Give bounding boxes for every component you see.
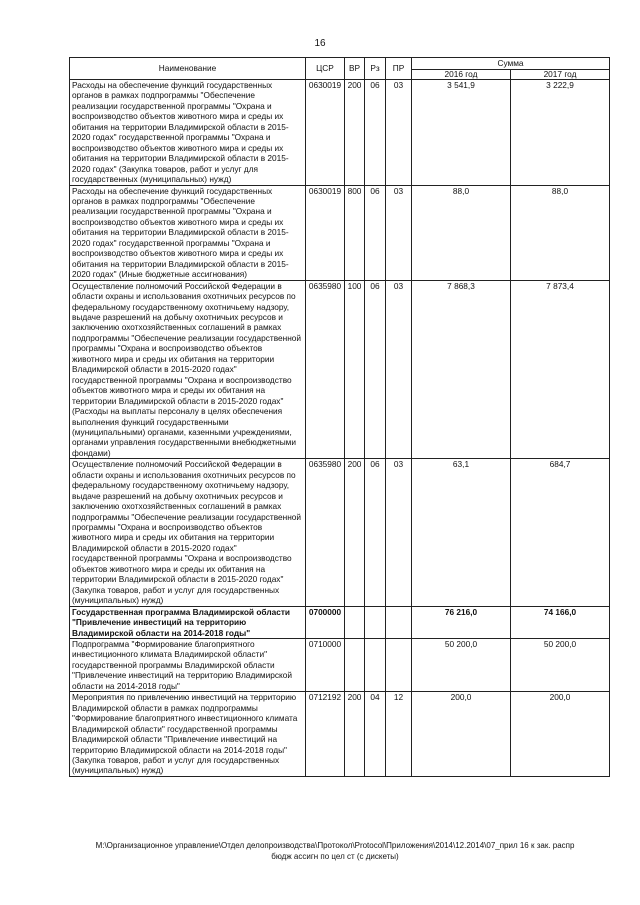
row-amount-2016: 200,0 (412, 692, 511, 777)
header-rz: Рз (365, 58, 386, 80)
row-pr (386, 639, 412, 692)
row-amount-2016: 50 200,0 (412, 639, 511, 692)
row-amount-2016: 7 868,3 (412, 280, 511, 459)
row-vr: 100 (345, 280, 365, 459)
row-amount-2017: 74 166,0 (511, 606, 610, 638)
row-amount-2017: 3 222,9 (511, 80, 610, 186)
row-amount-2017: 200,0 (511, 692, 610, 777)
row-csr: 0635980 (306, 280, 345, 459)
header-2017: 2017 год (511, 70, 610, 80)
header-name: Наименование (70, 58, 306, 80)
row-amount-2017: 7 873,4 (511, 280, 610, 459)
header-pr: ПР (386, 58, 412, 80)
table-row (70, 80, 610, 186)
row-amount-2017: 88,0 (511, 185, 610, 280)
row-name: Государственная программа Владимирской области "Привлечение инвестиций на территорию Владимирской области на 2014-2018 годы" (70, 606, 306, 638)
row-csr: 0700000 (306, 606, 345, 638)
row-vr: 800 (345, 185, 365, 280)
row-pr: 03 (386, 280, 412, 459)
row-rz (365, 606, 386, 638)
row-name: Мероприятия по привлечению инвестиций на территорию Владимирской области в рамках подпрограммы "Формирование благоприятного инвестиционного климата Владимирской области" государственной программы Владимирской области "Привлечение инвестиций на территорию Владимирской области на 2014-2018 годы" (Закупка товаров, работ и услуг для государственных (муниципальных) нужд) (70, 692, 306, 777)
header-2016: 2016 год (412, 70, 511, 80)
row-name: Подпрограмма "Формирование благоприятного инвестиционного климата Владимирской области" государственной программы Владимирской области "Привлечение инвестиций на территорию Владимирской области на 2014-2018 годы" (70, 639, 306, 692)
row-amount-2016: 63,1 (412, 459, 511, 606)
page-number: 16 (314, 38, 326, 49)
row-pr (386, 606, 412, 638)
row-csr: 0635980 (306, 459, 345, 606)
row-amount-2017: 50 200,0 (511, 639, 610, 692)
row-pr: 03 (386, 80, 412, 186)
table-row (70, 692, 610, 777)
file-path-line-2: бюдж ассигн по цел ст (с дискеты) (271, 852, 399, 861)
row-vr (345, 639, 365, 692)
row-pr: 03 (386, 185, 412, 280)
row-csr: 0712192 (306, 692, 345, 777)
table-row (70, 459, 610, 606)
table-body (70, 80, 610, 777)
row-rz: 06 (365, 185, 386, 280)
row-name: Осуществление полномочий Российской Федерации в области охраны и использования охотничьих ресурсов по федеральному государственному охотничьему надзору, выдаче разрешений на добычу охотничьих ресурсов и заключению охотхозяйственных соглашений в рамках подпрограммы "Обеспечение реализации государственной программы "Охрана и воспроизводство объектов животного мира и среды их обитания на территории Владимирской области в 2015-2020 годах" государственной программы "Охрана и воспроизводство объектов животного мира и среды их обитания на территории Владимирской области в 2015-2020 годах" (Расходы на выплаты персоналу в целях обеспечения выполнения функций государственными (муниципальными) органами, казенными учреждениями, органами управления государственными внебюджетными фондами) (70, 280, 306, 459)
row-amount-2017: 684,7 (511, 459, 610, 606)
row-csr: 0710000 (306, 639, 345, 692)
header-csr: ЦСР (306, 58, 345, 80)
row-vr (345, 606, 365, 638)
row-vr: 200 (345, 692, 365, 777)
row-name: Расходы на обеспечение функций государственных органов в рамках подпрограммы "Обеспечение реализации государственной программы "Охрана и воспроизводство объектов животного мира и среды их обитания на территории Владимирской области в 2015-2020 годах" государственной программы "Охрана и воспроизводство объектов животного мира и среды их обитания на территории Владимирской области в 2015-2020 годах" (Закупка товаров, работ и услуг для государственных (муниципальных) нужд) (70, 80, 306, 186)
row-pr: 03 (386, 459, 412, 606)
row-name: Осуществление полномочий Российской Федерации в области охраны и использования охотничьих ресурсов по федеральному государственному охотничьему надзору, выдаче разрешений на добычу охотничьих ресурсов и заключению охотхозяйственных соглашений в рамках подпрограммы "Обеспечение реализации государственной программы "Охрана и воспроизводство объектов животного мира и среды их обитания на территории Владимирской области в 2015-2020 годах" государственной программы "Охрана и воспроизводство объектов животного мира и среды их обитания на территории Владимирской области в 2015-2020 годах" (Закупка товаров, работ и услуг для государственных (муниципальных) нужд) (70, 459, 306, 606)
row-amount-2016: 88,0 (412, 185, 511, 280)
file-path-footer (40, 840, 630, 862)
row-csr: 0630019 (306, 185, 345, 280)
row-rz: 06 (365, 80, 386, 186)
table-header-row (70, 58, 610, 70)
row-name: Расходы на обеспечение функций государственных органов в рамках подпрограммы "Обеспечение реализации государственной программы "Охрана и воспроизводство объектов животного мира и среды их обитания на территории Владимирской области в 2015-2020 годах" государственной программы "Охрана и воспроизводство объектов животного мира и среды их обитания на территории Владимирской области в 2015-2020 годах" (Иные бюджетные ассигнования) (70, 185, 306, 280)
row-csr: 0630019 (306, 80, 345, 186)
row-rz (365, 639, 386, 692)
table-row (70, 606, 610, 638)
row-amount-2016: 76 216,0 (412, 606, 511, 638)
table-row (70, 280, 610, 459)
row-amount-2016: 3 541,9 (412, 80, 511, 186)
file-path-line-1: М:\Организационное управление\Отдел делопроизводства\Протокол\Protocol\Приложения\2014\12.2014\07_прил 16 к зак. распр (95, 841, 575, 850)
table-row (70, 639, 610, 692)
row-rz: 04 (365, 692, 386, 777)
header-vr: ВР (345, 58, 365, 80)
row-rz: 06 (365, 459, 386, 606)
budget-table (69, 57, 610, 777)
table-row (70, 185, 610, 280)
row-rz: 06 (365, 280, 386, 459)
row-pr: 12 (386, 692, 412, 777)
row-vr: 200 (345, 459, 365, 606)
row-vr: 200 (345, 80, 365, 186)
header-sum: Сумма (412, 58, 610, 70)
